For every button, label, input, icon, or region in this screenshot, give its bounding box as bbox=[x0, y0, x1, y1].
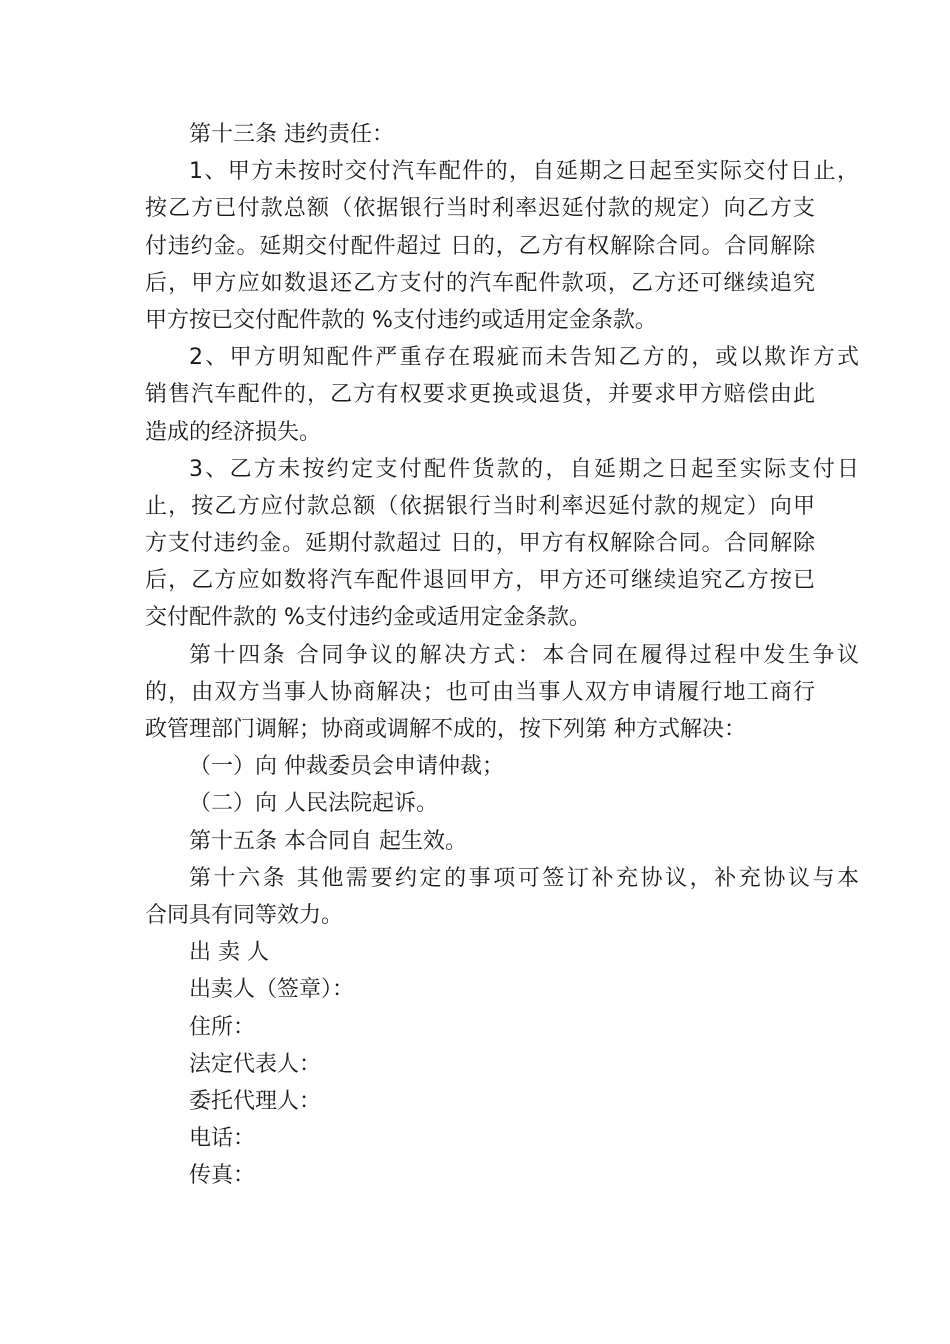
phone-label: 电话： bbox=[189, 1126, 256, 1152]
document-page bbox=[145, 116, 859, 1194]
fax-label: 传真： bbox=[189, 1163, 256, 1189]
option-arbitration: （一）向 仲裁委员会申请仲裁； bbox=[189, 754, 504, 780]
paragraph-line: 合同具有同等效力。 bbox=[145, 902, 344, 928]
paragraph-line: 按乙方已付款总额（依据银行当时利率迟延付款的规定）向乙方支 bbox=[145, 196, 815, 222]
paragraph-line: 造成的经济损失。 bbox=[145, 419, 322, 445]
article-14-line: 第十四条 合同争议的解决方式：本合同在履得过程中发生争议 bbox=[189, 642, 859, 668]
paragraph-line: 后，乙方应如数将汽车配件退回甲方，甲方还可继续追究乙方按已 bbox=[145, 568, 815, 594]
authorized-agent-label: 委托代理人： bbox=[189, 1088, 322, 1114]
option-court: （二）向 人民法院起诉。 bbox=[189, 791, 438, 817]
article-15-line: 第十五条 本合同自 起生效。 bbox=[189, 828, 467, 854]
paragraph-line: 2、甲方明知配件严重存在瑕疵而未告知乙方的，或以欺诈方式 bbox=[189, 345, 859, 371]
paragraph-line: 付违约金。延期交付配件超过 日的，乙方有权解除合同。合同解除 bbox=[145, 233, 815, 259]
legal-representative-label: 法定代表人： bbox=[189, 1051, 322, 1077]
paragraph-line: 止，按乙方应付款总额（依据银行当时利率迟延付款的规定）向甲 bbox=[145, 493, 815, 519]
paragraph-line: 政管理部门调解；协商或调解不成的，按下列第 种方式解决： bbox=[145, 717, 746, 742]
paragraph-line: 1、甲方未按时交付汽车配件的，自延期之日起至实际交付日止， bbox=[189, 159, 859, 185]
paragraph-line: 甲方按已交付配件款的 %支付违约或适用定金条款。 bbox=[145, 307, 657, 333]
article-13-heading: 第十三条 违约责任： bbox=[189, 122, 394, 147]
paragraph-line: 的，由双方当事人协商解决；也可由当事人双方申请履行地工商行 bbox=[145, 679, 815, 705]
seller-heading: 出 卖 人 bbox=[189, 940, 269, 966]
address-label: 住所： bbox=[189, 1014, 256, 1040]
paragraph-line: 销售汽车配件的，乙方有权要求更换或退货，并要求甲方赔偿由此 bbox=[145, 382, 815, 408]
paragraph-line: 交付配件款的 %支付违约金或适用定金条款。 bbox=[145, 605, 591, 631]
article-16-line: 第十六条 其他需要约定的事项可签订补充协议，补充协议与本 bbox=[189, 865, 859, 891]
seller-signature-label: 出卖人（签章）： bbox=[189, 977, 355, 1003]
paragraph-line: 后，甲方应如数退还乙方支付的汽车配件款项，乙方还可继续追究 bbox=[145, 270, 815, 296]
paragraph-line: 方支付违约金。延期付款超过 日的，甲方有权解除合同。合同解除 bbox=[145, 531, 815, 557]
paragraph-line: 3、乙方未按约定支付配件货款的，自延期之日起至实际支付日 bbox=[189, 456, 859, 482]
